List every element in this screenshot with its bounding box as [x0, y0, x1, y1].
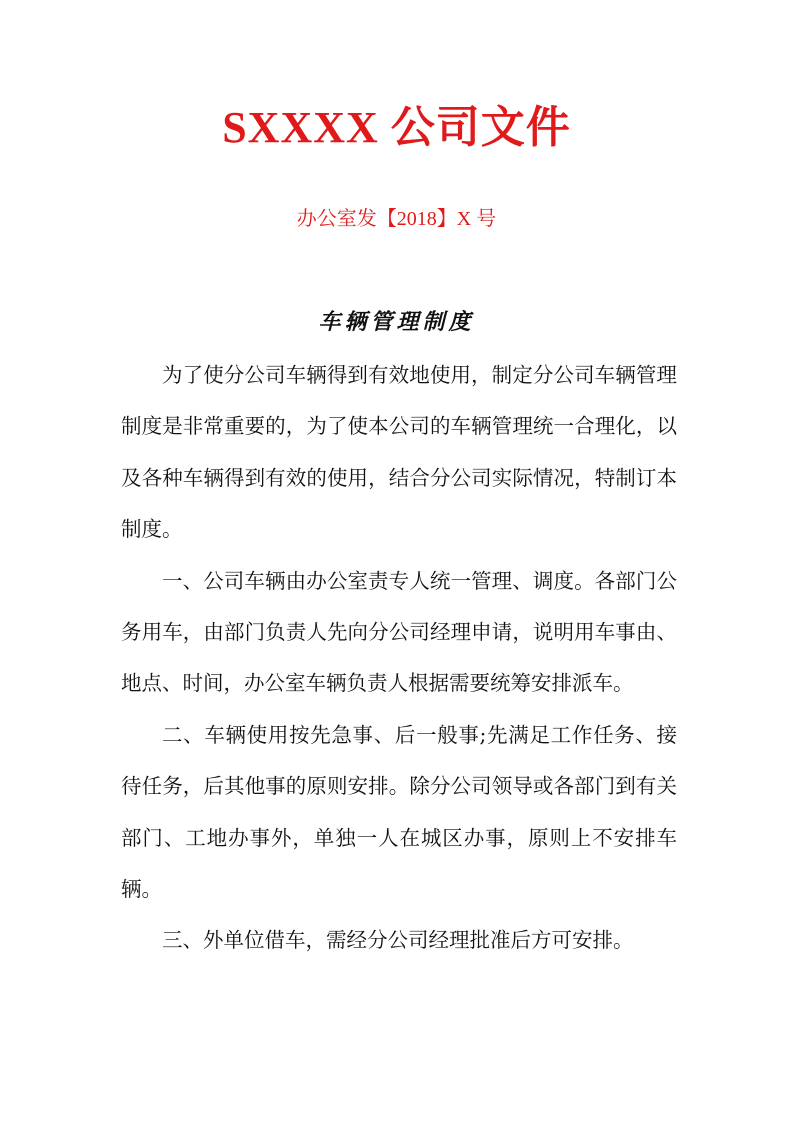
document-number: 办公室发【2018】X 号 [296, 208, 497, 230]
paragraph-rule-1: 一、公司车辆由办公室责专人统一管理、调度。各部门公务用车，由部门负责人先向分公司经理申请，说明用车事由、地点、时间，办公室车辆负责人根据需要统筹安排派车。 [121, 568, 677, 696]
document-subject-title: 车辆管理制度 [318, 309, 475, 335]
paragraph-rule-2: 二、车辆使用按先急事、后一般事;先满足工作任务、接待任务，后其他事的原则安排。除分公司领导或各部门到有关部门、工地办事外，单独一人在城区办事，原则上不安排车辆。 [121, 722, 677, 902]
document-body [121, 350, 677, 967]
paragraph-rule-3: 三、外单位借车，需经分公司经理批准后方可安排。 [162, 928, 634, 953]
paragraph-intro: 为了使分公司车辆得到有效地使用，制定分公司车辆管理制度是非常重要的，为了使本公司的车辆管理统一合理化，以及各种车辆得到有效的使用，结合分公司实际情况，特制订本制度。 [121, 363, 677, 542]
document-header-title: SXXXX 公司文件 [222, 103, 571, 152]
